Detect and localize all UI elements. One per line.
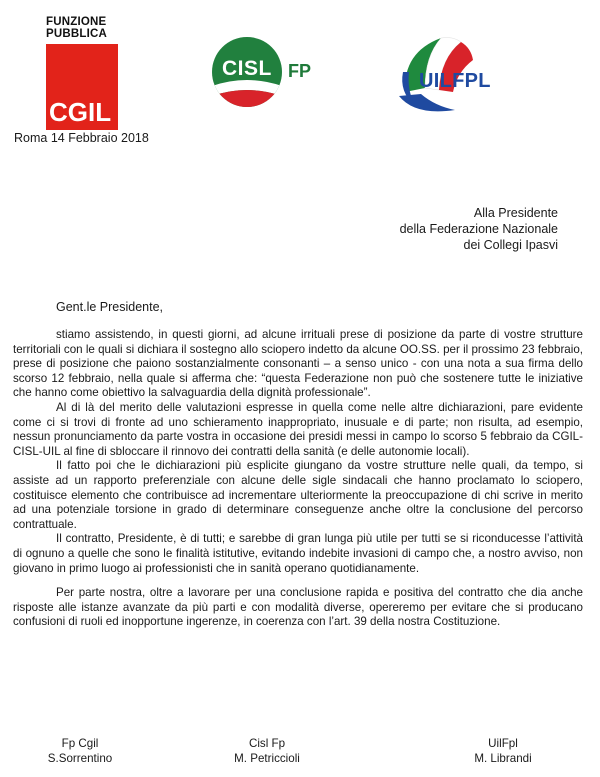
signature-org: Fp Cgil bbox=[61, 737, 99, 750]
body-paragraph: stiamo assistendo, in questi giorni, ad alcune irrituali prese di posizione da parte di vostre strutture territoriali con le quali si dichiara il sostegno allo sciopero indetto da alcune OO.SS. per il prossimo 23 febbraio, prese di posizione che paiono sostanzialmente consonanti – a senso unico - con una nota a sua firma dello scorso 12 febbraio, nella quale si afferma che: “questa Federazione non può che sostenere tutte le iniziative che hanno come obiettivo la salvaguardia della dignità professionale”. bbox=[13, 328, 583, 400]
uil-logo-mark: UILFPL bbox=[419, 70, 491, 92]
body-paragraph: Il contratto, Presidente, è di tutti; e sarebbe di gran lunga più utile per tutti se si riconducesse l’attività di ognuno a quelle che sono le finalità istitutive, evitando indebite invasioni di campo che, a nostro avviso, non giovano in primo luogo ai professionisti che in sanità operano quotidianamente. bbox=[13, 532, 583, 575]
signature-name: S.Sorrentino bbox=[47, 751, 113, 765]
signature-org: Cisl Fp bbox=[248, 737, 286, 750]
recipient-line: della Federazione Nazionale bbox=[399, 222, 558, 236]
cisl-logo-suffix: FP bbox=[288, 61, 312, 81]
salutation: Gent.le Presidente, bbox=[56, 300, 164, 314]
signature-block bbox=[222, 737, 312, 766]
cisl-logo bbox=[212, 30, 324, 116]
signature-org: UilFpl bbox=[488, 737, 518, 750]
signature-block bbox=[40, 737, 120, 766]
body-paragraph: Al di là del merito delle valutazioni espresse in quella come nelle altre dichiarazioni, pare evidente come ci si trovi di fronte ad uno schieramento inappropriato, inusuale e di parte; non risulta, ad esempio, nessun pronunciamento da parte vostra in occasione dei presidi messi in campo lo scorso 5 febbraio da CGIL-CISL-UIL al fine di sbloccare il rinnovo dei contratti della sanità (e delle autonomie locali). bbox=[13, 400, 583, 458]
body-paragraph: Il fatto poi che le dichiarazioni più esplicite giungano da vostre strutture nelle quali, da tempo, si assiste ad un rapporto preferenziale con alcune delle sigle sindacali che hanno proclamato lo sciopero, costituisce elemento che contribuisce ad incrementare ulteriormente la preoccupazione di chi scrive in merito ad una potenziale torsione in grado di determinare conseguenze anche oltre la conclusione del percorso contrattuale. bbox=[13, 459, 583, 531]
body-paragraph: Per parte nostra, oltre a lavorare per una conclusione rapida e positiva del contratto che dia anche risposte alle istanze avanzate da più parti e con modalità diverse, opereremo per evitare che si producano confusioni di ruoli ed inopportune ingerenze, in coerenza con l’art. 39 della nostra Costituzione. bbox=[13, 586, 583, 629]
recipient-block bbox=[400, 205, 558, 253]
cgil-logo bbox=[46, 16, 118, 127]
signature-block bbox=[458, 737, 548, 766]
signature-name: M. Librandi bbox=[474, 751, 532, 765]
letter-body bbox=[13, 328, 583, 630]
recipient-line: dei Collegi Ipasvi bbox=[463, 238, 558, 252]
cgil-logo-line2: PUBBLICA bbox=[46, 28, 108, 40]
cgil-logo-box bbox=[46, 44, 118, 130]
signature-name: M. Petriccioli bbox=[234, 751, 300, 765]
cgil-logo-line1: FUNZIONE bbox=[46, 16, 107, 28]
cgil-logo-mark: CGIL bbox=[49, 97, 112, 127]
letter-date: Roma 14 Febbraio 2018 bbox=[14, 131, 149, 145]
uil-logo bbox=[395, 32, 505, 118]
cisl-logo-mark: CISL bbox=[222, 57, 272, 80]
recipient-line: Alla Presidente bbox=[473, 206, 558, 220]
